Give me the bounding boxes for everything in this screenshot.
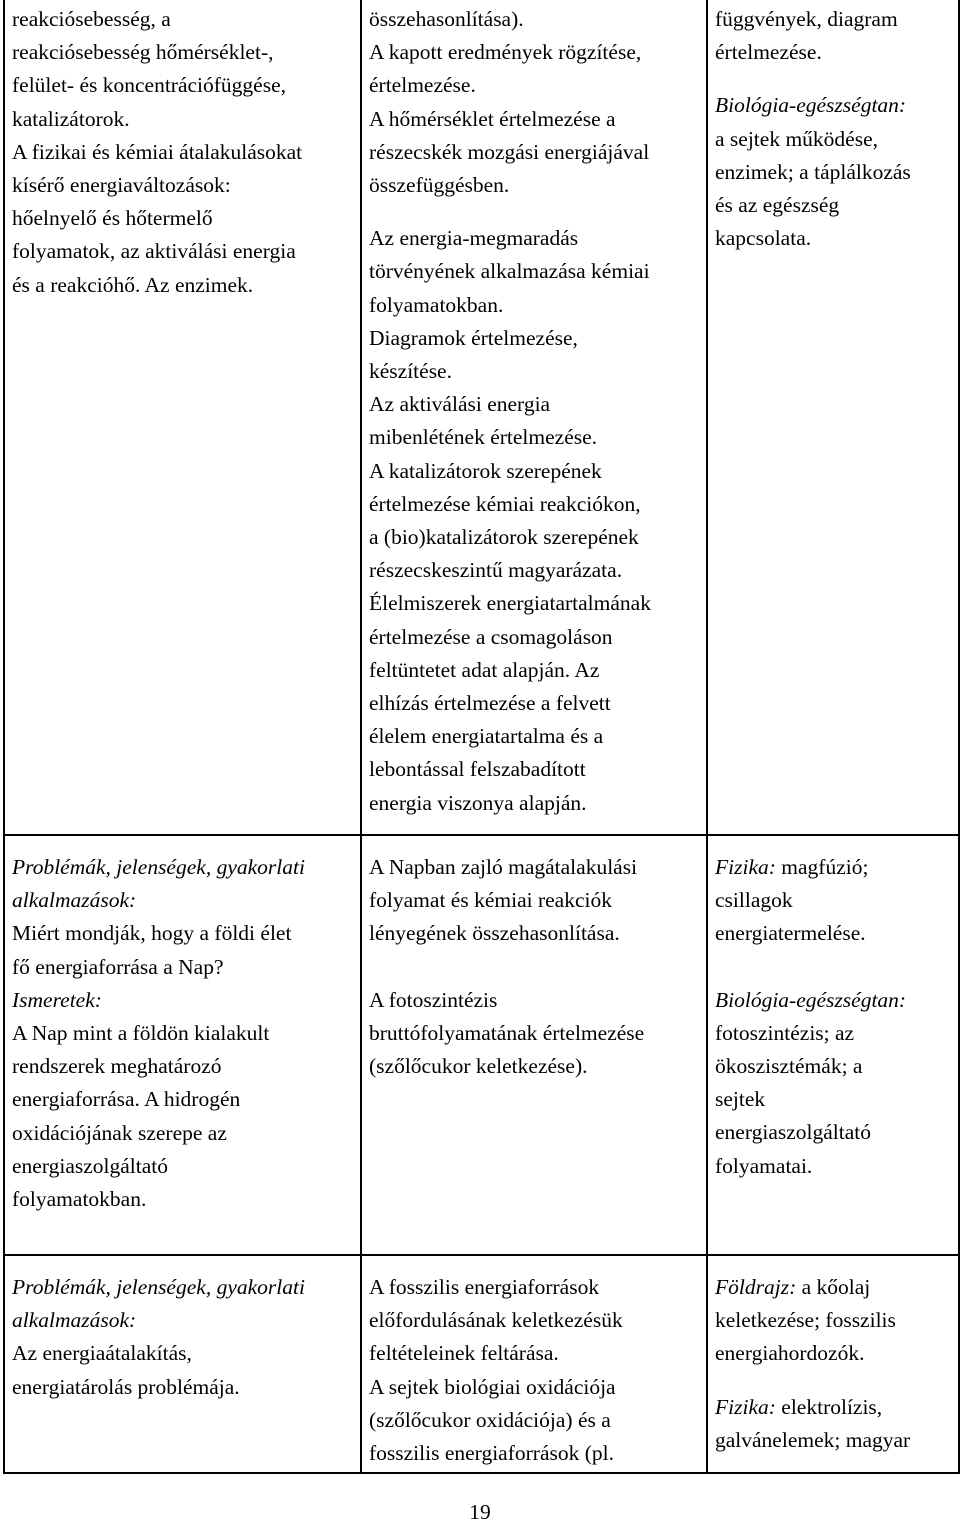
row3-col2 xyxy=(361,1255,707,1473)
paragraph: A fotoszintézis bruttófolyamatának értelmezése (szőlőcukor keletkezése). xyxy=(369,987,645,1079)
row2-col3 xyxy=(707,835,959,1255)
paragraph: Az energia-megmaradás törvényének alkalmazása kémiai folyamatokban. Diagramok értelmezése, készítése. Az aktiválási energia mibenlétének értelmezése. A katalizátorok szerepének értelmezése kémiai reakciókon, a (bio)katalizátorok szerepének részecskeszintű magyarázata. Élelmiszerek energiatartalmának értelmezése a csomagoláson feltüntetet adat alapján. Az elhízás értelmezése a felvett élelem energiatartalma és a lebontással felszabadított energia viszonya alapján. xyxy=(369,226,651,815)
row3-col1 xyxy=(4,1255,361,1473)
table-row xyxy=(4,0,959,835)
paragraph: Földrajz: a kőolaj keletkezése; fosszilis energiahordozók. xyxy=(715,1275,896,1366)
subject-label: Biológia-egészségtan: xyxy=(715,987,907,1012)
subject-label: Fizika: xyxy=(715,1394,776,1419)
row1-col1 xyxy=(4,0,361,835)
paragraph: Biológia-egészségtan: a sejtek működése, enzimek; a táplálkozás és az egészség kapcsolata. xyxy=(715,89,951,255)
row1-col2 xyxy=(361,0,707,835)
row3-col3 xyxy=(707,1255,959,1473)
paragraph: A Napban zajló magátalakulási folyamat és kémiai reakciók lényegének összehasonlítása. xyxy=(369,855,638,946)
row1-col3 xyxy=(707,0,959,835)
paragraph: összehasonlítása). A kapott eredmények rögzítése, értelmezése. A hőmérséklet értelmezése a részecskék mozgási energiájával összefüggésben. xyxy=(369,7,650,198)
curriculum-table xyxy=(3,0,960,1474)
paragraph: reakciósebesség, a reakciósebesség hőmérséklet-, felület- és koncentrációfüggése, katalizátorok. A fizikai és kémiai átalakulásokat kísérő energiaváltozások: hőelnyelő és hőtermelő folyamatok, az aktiválási energia és a reakcióhő. Az enzimek. xyxy=(12,7,303,297)
paragraph: Fizika: elektrolízis, galvánelemek; magyar xyxy=(715,1394,911,1452)
subject-label: Fizika: xyxy=(715,855,776,879)
paragraph: Problémák, jelenségek, gyakorlati alkalmazások: Miért mondják, hogy a földi élet fő energiaforrása a Nap? Ismeretek: A Nap mint a földön kialakult rendszerek meghatározó energiaforrása. A hidrogén oxidációjának szerepe az energiaszolgáltató folyamatokban. xyxy=(12,851,353,1216)
section-label: Problémák, jelenségek, gyakorlati xyxy=(12,855,305,879)
section-label: alkalmazások: xyxy=(12,888,137,913)
table-row xyxy=(4,1255,959,1473)
section-label: alkalmazások: xyxy=(12,1308,137,1333)
row2-col2 xyxy=(361,835,707,1255)
subject-label: Földrajz: xyxy=(715,1275,797,1299)
section-label: Problémák, jelenségek, gyakorlati xyxy=(12,1275,305,1299)
row2-col1 xyxy=(4,835,361,1255)
paragraph: Fizika: magfúzió; csillagok energiatermelése. xyxy=(715,855,869,946)
table-row xyxy=(4,835,959,1255)
section-label: Ismeretek: xyxy=(12,987,102,1012)
subject-label: Biológia-egészségtan: xyxy=(715,93,907,118)
paragraph: A fosszilis energiaforrások előfordulásának keletkezésük feltételeinek feltárása. A sejtek biológiai oxidációja (szőlőcukor oxidációja) és a fosszilis energiaforrások (pl. xyxy=(369,1275,623,1466)
paragraph: függvények, diagram értelmezése. xyxy=(715,7,898,65)
page-number: 19 xyxy=(469,1500,491,1524)
paragraph: Problémák, jelenségek, gyakorlati alkalmazások: Az energiaátalakítás, energiatárolás problémája. xyxy=(12,1271,353,1404)
paragraph: Biológia-egészségtan: fotoszintézis; az ökoszisztémák; a sejtek energiaszolgáltató folyamatai. xyxy=(715,984,951,1183)
